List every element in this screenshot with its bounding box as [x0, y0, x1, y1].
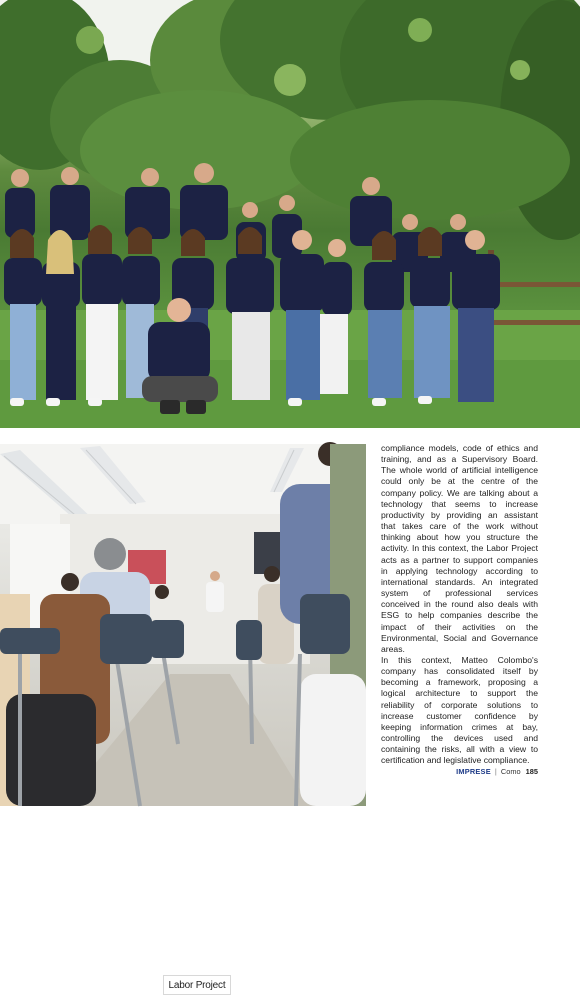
article-paragraph: In this context, Matteo Colombo's company has consolidated itself by becoming a framework, proposing a logical architecture to support the reliability of corporate solutions to increase customer confidence by keeping information crimes at bay, controlling the devices used and containing the risks, all with a view to certification and legislative compliance. — [381, 654, 538, 766]
conference-photo — [0, 444, 366, 991]
article-body — [381, 443, 538, 767]
folio-page-number: 185 — [525, 767, 538, 776]
folio-city: Como — [500, 767, 521, 776]
conference-photo-illustration — [0, 444, 366, 806]
article-paragraph: compliance models, code of ethics and training, and as a Supervisory Board. The whole world of artificial intelligence could only be at the centre of the company policy. We are talking about a technology that seems to increase productivity by providing an assistant that takes care of the work without thinking about how you structure the activity. In this context, the Labor Project acts as a partner to support companies in applying technology according to international standards. An integrated system of professional services conceived in the round also deals with ESG to help companies describe the impact of their activities on the Environmental, Social and Governance areas. — [381, 443, 538, 654]
page-folio — [456, 767, 538, 776]
folio-section: IMPRESE — [456, 767, 491, 776]
folio-separator: | — [494, 767, 497, 776]
team-photo — [0, 0, 580, 428]
team-photo-illustration — [0, 0, 580, 428]
stage-sign: Labor Project — [163, 975, 231, 995]
